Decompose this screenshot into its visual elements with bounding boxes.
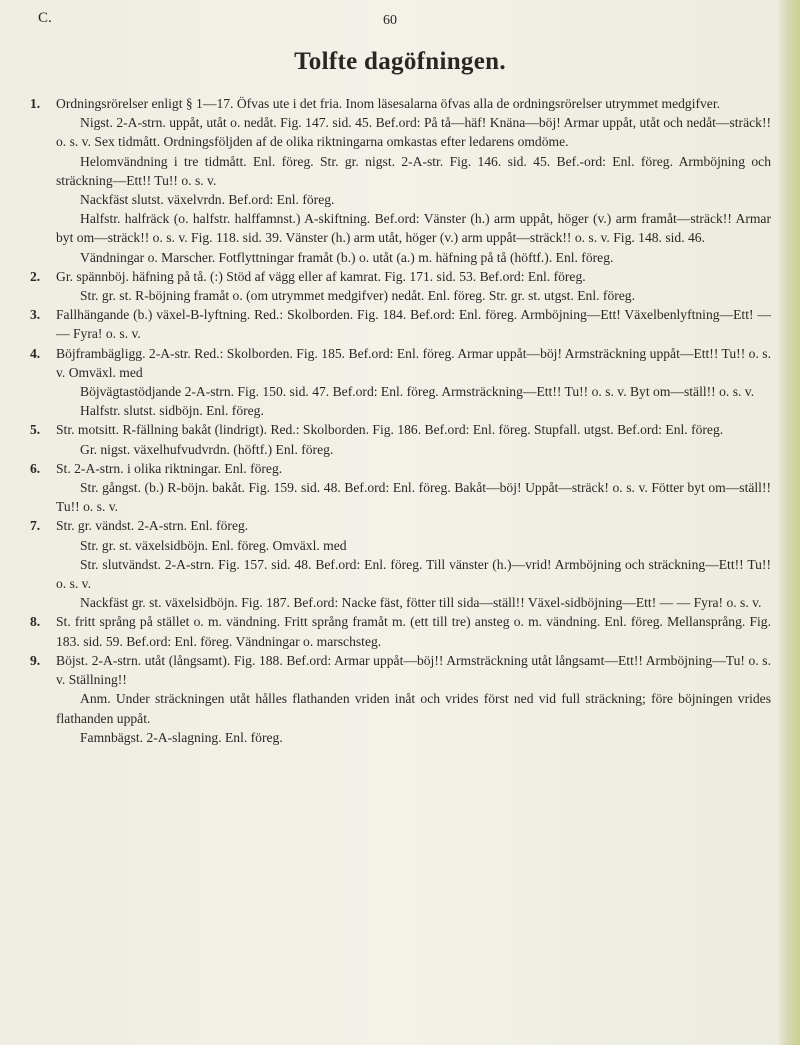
paragraph-text: Gr. nigst. växelhufvudvrdn. (höftf.) Enl. föreg. — [80, 441, 334, 457]
exercise-paragraph — [56, 209, 771, 247]
exercise-paragraph — [56, 401, 771, 420]
exercise-paragraph — [30, 420, 771, 439]
paragraph-text: Str. motsitt. R-fällning bakåt (lindrigt). Red.: Skolborden. Fig. 186. Bef.ord: Enl. föreg. Stupfall. utgst. Bef.ord: Enl. föreg. — [56, 422, 724, 438]
exercise-section — [30, 612, 771, 650]
paragraph-text: St. fritt språng på stället o. m. vändning. Fritt språng framåt m. (ett till tre) ansteg o. m. vändning. Enl. föreg. Mellansprång. Fig. 183. sid. 59. Bef.ord: Enl. föreg. Vändningar o. marschsteg. — [56, 614, 771, 649]
section-number: 6. — [30, 460, 41, 476]
section-number: 7. — [30, 518, 41, 534]
exercise-paragraph — [56, 382, 771, 401]
exercise-section — [30, 305, 771, 343]
exercise-list — [30, 94, 771, 747]
exercise-paragraph — [56, 689, 771, 727]
exercise-paragraph — [30, 459, 771, 478]
exercise-paragraph — [56, 286, 771, 305]
exercise-paragraph — [30, 516, 771, 535]
exercise-paragraph — [56, 728, 771, 747]
page-title: Tolfte dagöfningen. — [294, 48, 506, 75]
paragraph-text: Böjframbägligg. 2-A-str. Red.: Skolborden. Fig. 185. Bef.ord: Enl. föreg. Armar uppåt—böj! Armsträckning uppåt—Ett!! Tu!! o. s. v. Omväxl. med — [56, 345, 771, 380]
exercise-paragraph — [30, 267, 771, 286]
paragraph-text: Str. gr. vändst. 2-A-strn. Enl. föreg. — [56, 518, 249, 534]
paragraph-text: Vändningar o. Marscher. Fotflyttningar framåt (b.) o. utåt (a.) m. häfning på tå (höftf.). Enl. föreg. — [80, 249, 614, 265]
section-number: 3. — [30, 307, 41, 323]
paragraph-text: Fallhängande (b.) växel-B-lyftning. Red.: Skolborden. Fig. 184. Bef.ord: Enl. föreg. Armböjning—Ett! Växelbenlyftning—Ett! — — Fyra! o. s. v. — [56, 307, 771, 342]
exercise-section — [30, 344, 771, 421]
paragraph-text: Str. slutvändst. 2-A-strn. Fig. 157. sid. 48. Bef.ord: Enl. föreg. Till vänster (h.)—vrid! Armböjning och sträckning—Ett!! Tu!! o. s. v. — [56, 556, 771, 592]
paragraph-text: Halfstr. halfräck (o. halfstr. halffamnst.) A-skiftning. Bef.ord: Vänster (h.) arm uppåt, höger (v.) arm framåt—sträck!! Armar byt om—sträck!! o. s. v. Fig. 118. sid. 39. Vänster (h.) arm utåt, höger (v.) arm uppåt—sträck!! o. s. v. Fig. 148. sid. 46. — [56, 211, 771, 246]
section-number: 8. — [30, 614, 41, 630]
paragraph-text: Gr. spännböj. häfning på tå. (:) Stöd af vägg eller af kamrat. Fig. 171. sid. 53. Bef.ord: Enl. föreg. — [56, 268, 586, 284]
exercise-paragraph — [56, 440, 771, 459]
paragraph-text: Anm. Under sträckningen utåt hålles flathanden vriden inåt och vrides först ned vid full sträckning; före böjningen vrides flathanden uppåt. — [56, 691, 771, 726]
paragraph-text: Nackfäst slutst. växelvrdn. Bef.ord: Enl. föreg. — [80, 192, 335, 208]
exercise-paragraph — [56, 536, 771, 555]
exercise-section — [30, 420, 771, 458]
exercise-paragraph — [56, 152, 771, 190]
exercise-paragraph — [56, 593, 771, 612]
section-number: 9. — [30, 652, 41, 668]
paragraph-text: Nigst. 2-A-strn. uppåt, utåt o. nedåt. Fig. 147. sid. 45. Bef.ord: På tå—häf! Knäna—böj! Armar uppåt, utåt och nedåt—sträck!! o. s. v. Sex tidmått. Ordningsföljden af de olika riktningarna omkastas efter ledarens omdöme. — [56, 115, 771, 150]
paragraph-text: Nackfäst gr. st. växelsidböjn. Fig. 187. Bef.ord: Nacke fäst, fötter till sida—ställ!! Växel-sidböjning—Ett! — — Fyra! o. s. v. — [80, 595, 762, 611]
page-edge — [778, 0, 800, 1045]
section-number: 1. — [30, 96, 41, 111]
exercise-paragraph — [56, 248, 771, 267]
paragraph-text: St. 2-A-strn. i olika riktningar. Enl. föreg. — [56, 460, 283, 476]
exercise-section — [30, 94, 771, 267]
exercise-paragraph — [30, 305, 771, 343]
exercise-paragraph — [56, 190, 771, 209]
paragraph-text: Str. gångst. (b.) R-böjn. bakåt. Fig. 159. sid. 48. Bef.ord: Enl. föreg. Bakåt—böj! Uppåt—sträck! o. s. v. Fötter byt om—ställ!! Tu!! o. s. v. — [56, 480, 771, 515]
exercise-paragraph — [30, 651, 771, 689]
exercise-paragraph — [56, 113, 771, 151]
exercise-section — [30, 516, 771, 612]
paragraph-text: Str. gr. st. växelsidböjn. Enl. föreg. Omväxl. med — [80, 537, 347, 553]
exercise-paragraph — [56, 555, 771, 593]
exercise-paragraph — [30, 612, 771, 650]
exercise-paragraph — [30, 94, 771, 113]
exercise-section — [30, 267, 771, 305]
section-number: 5. — [30, 422, 41, 438]
paragraph-text: Böjvägtastödjande 2-A-strn. Fig. 150. sid. 47. Bef.ord: Enl. föreg. Armsträckning—Ett!! Tu!! o. s. v. Byt om—ställ!! o. s. v. — [80, 384, 755, 400]
exercise-section — [30, 651, 771, 747]
corner-mark: C. — [38, 10, 52, 26]
paragraph-text: Halfstr. slutst. sidböjn. Enl. föreg. — [80, 403, 264, 419]
paragraph-text: Str. gr. st. R-böjning framåt o. (om utrymmet medgifver) nedåt. Enl. föreg. Str. gr. st. utgst. Enl. föreg. — [80, 288, 635, 304]
section-number: 2. — [30, 268, 41, 284]
paragraph-text: Böjst. 2-A-strn. utåt (långsamt). Fig. 188. Bef.ord: Armar uppåt—böj!! Armsträckning utåt långsamt—Ett!! Armböjning—Tu! o. s. v. Ställning!! — [56, 652, 771, 688]
paragraph-text: Famnbägst. 2-A-slagning. Enl. föreg. — [80, 729, 283, 745]
exercise-section — [30, 459, 771, 517]
page-number: 60 — [383, 13, 397, 28]
section-number: 4. — [30, 345, 41, 361]
paragraph-text: Helomvändning i tre tidmått. Enl. föreg. Str. gr. nigst. 2-A-str. Fig. 146. sid. 45. Bef.-ord: Enl. föreg. Armböjning och sträckning—Ett!! Tu!! o. s. v. — [56, 153, 771, 188]
exercise-paragraph — [56, 478, 771, 516]
paragraph-text: Ordningsrörelser enligt § 1—17. Öfvas ute i det fria. Inom läsesalarna öfvas alla de ordningsrörelser utrymmet medgifver. — [56, 96, 721, 111]
exercise-paragraph — [30, 344, 771, 382]
